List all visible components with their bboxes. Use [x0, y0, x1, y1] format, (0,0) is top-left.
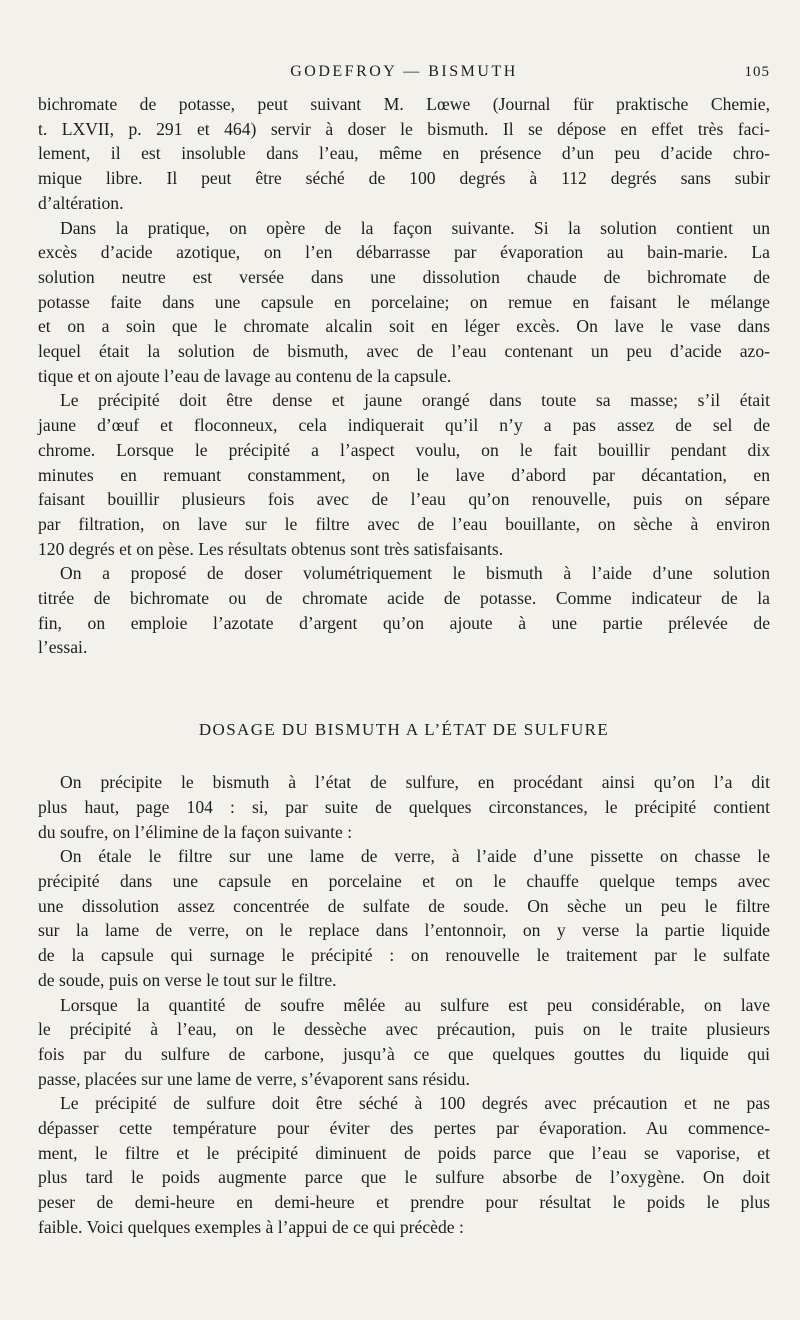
running-header — [38, 58, 770, 86]
text-line: sur la lame de verre, on le replace dans l’entonnoir, on y verse la partie liquide — [38, 920, 770, 941]
text-line: Le précipité doit être dense et jaune orangé dans toute sa masse; s’il était — [60, 390, 770, 411]
text-line: Dans la pratique, on opère de la façon suivante. Si la solution contient un — [60, 217, 770, 238]
paragraph — [38, 92, 770, 216]
text-line: lement, il est insoluble dans l’eau, même en présence d’un peu d’acide chro- — [38, 143, 770, 164]
text-line: de la capsule qui surnage le précipité : on renouvelle le traitement par le sulfate — [38, 945, 770, 966]
text-line: lequel était la solution de bismuth, avec de l’eau contenant un peu d’acide azo- — [38, 341, 770, 362]
text-line: le précipité à l’eau, on le dessèche avec précaution, puis on le traite plusieurs — [38, 1019, 770, 1040]
paragraph — [38, 561, 770, 660]
text-line: Lorsque la quantité de soufre mêlée au sulfure est peu considérable, on lave — [60, 994, 770, 1015]
text-line: précipité dans une capsule en porcelaine et on le chauffe quelque temps avec — [38, 870, 770, 891]
text-line: faisant bouillir plusieurs fois avec de l’eau qu’on renouvelle, puis on sépare — [38, 489, 770, 510]
text-line: On précipite le bismuth à l’état de sulfure, en procédant ainsi qu’on l’a dit — [60, 772, 770, 793]
section-title: DOSAGE DU BISMUTH A L’ÉTAT DE SULFURE — [198, 720, 610, 740]
text-line: excès d’acide azotique, on l’en débarrasse par évaporation au bain-marie. La — [38, 242, 770, 263]
paragraph — [38, 216, 770, 389]
paragraph — [38, 993, 770, 1092]
text-line: dépasser cette température pour éviter des pertes par évaporation. Au commence- — [38, 1118, 770, 1139]
text-line: fin, on emploie l’azotate d’argent qu’on ajoute à une partie prélevée de — [38, 612, 770, 633]
text-line: passe, placées sur une lame de verre, s’évaporent sans résidu. — [38, 1068, 470, 1089]
text-line: peser de demi-heure en demi-heure et prendre pour résultat le poids le plus — [38, 1192, 770, 1213]
text-line: plus tard le poids augmente parce que le sulfure absorbe de l’oxygène. On doit — [38, 1167, 770, 1188]
book-page — [38, 58, 770, 1240]
running-title: GODEFROY — BISMUTH — [290, 63, 518, 80]
text-line: On étale le filtre sur une lame de verre, à l’aide d’une pissette on chasse le — [60, 846, 770, 867]
text-line: ment, le filtre et le précipité diminuent de poids parce que l’eau se vaporise, et — [38, 1142, 770, 1163]
paragraph — [38, 770, 770, 844]
text-line: bichromate de potasse, peut suivant M. Lœwe (Journal für praktische Chemie, — [38, 94, 770, 114]
text-line: Le précipité de sulfure doit être séché à 100 degrés avec précaution et ne pas — [60, 1093, 770, 1114]
text-line: solution neutre est versée dans une dissolution chaude de bichromate de — [38, 266, 770, 287]
body-text-bottom — [38, 770, 770, 1239]
paragraph — [38, 1091, 770, 1239]
text-line: potasse faite dans une capsule en porcelaine; on remue en faisant le mélange — [38, 291, 770, 312]
text-line: 120 degrés et on pèse. Les résultats obtenus sont très satisfaisants. — [38, 538, 504, 559]
text-line: tique et on ajoute l’eau de lavage au contenu de la capsule. — [38, 365, 452, 386]
text-line: mique libre. Il peut être séché de 100 degrés à 112 degrés sans subir — [38, 168, 770, 189]
text-line: du soufre, on l’élimine de la façon suivante : — [38, 821, 353, 842]
text-line: de soude, puis on verse le tout sur le filtre. — [38, 969, 337, 990]
paragraph — [38, 844, 770, 992]
text-line: plus haut, page 104 : si, par suite de quelques circonstances, le précipité contient — [38, 796, 770, 817]
text-line: t. LXVII, p. 291 et 464) servir à doser le bismuth. Il se dépose en effet très faci- — [38, 118, 770, 139]
text-line: par filtration, on lave sur le filtre avec de l’eau bouillante, on sèche à environ — [38, 513, 770, 534]
text-line: d’altération. — [38, 192, 124, 213]
text-line: minutes en remuant constamment, on le lave d’abord par décantation, en — [38, 464, 770, 485]
text-line: l’essai. — [38, 637, 88, 658]
text-line: une dissolution assez concentrée de sulfate de soude. On sèche un peu le filtre — [38, 895, 770, 916]
text-line: chrome. Lorsque le précipité a l’aspect voulu, on le fait bouillir pendant dix — [38, 439, 770, 460]
text-line: fois par du sulfure de carbone, jusqu’à ce que quelques gouttes du liquide qui — [38, 1043, 770, 1064]
text-line: titrée de bichromate ou de chromate acide de potasse. Comme indicateur de la — [38, 588, 770, 609]
body-text-top — [38, 92, 770, 660]
paragraph — [38, 388, 770, 561]
text-line: On a proposé de doser volumétriquement le bismuth à l’aide d’une solution — [60, 563, 770, 584]
page-number: 105 — [744, 64, 770, 80]
text-line: et on a soin que le chromate alcalin soit en léger excès. On lave le vase dans — [38, 316, 770, 337]
text-line: faible. Voici quelques exemples à l’appui de ce qui précède : — [38, 1216, 464, 1237]
text-line: jaune d’œuf et floconneux, cela indiquerait qu’il n’y a pas assez de sel de — [38, 415, 770, 436]
